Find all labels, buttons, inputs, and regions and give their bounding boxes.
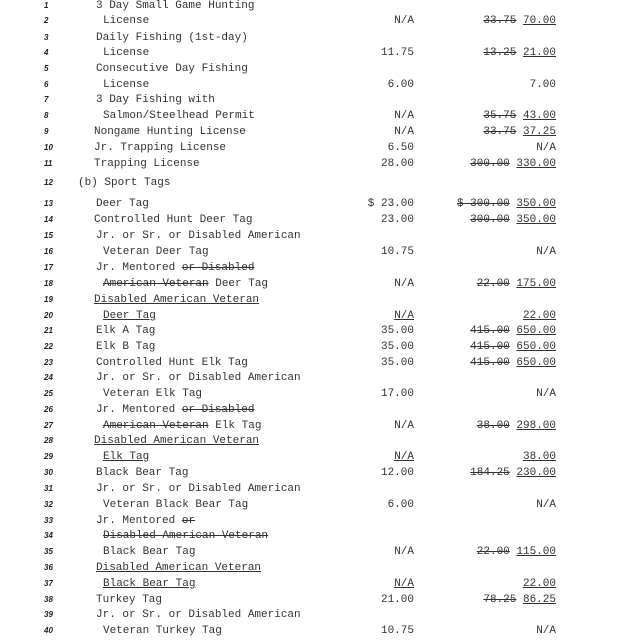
deleted-fee: 415.00 xyxy=(470,341,510,353)
proposed-fee xyxy=(470,465,556,481)
line-number: 9 xyxy=(44,127,49,136)
document-line xyxy=(0,13,640,29)
line-number: 31 xyxy=(44,484,53,493)
document-line xyxy=(0,156,640,172)
document-line xyxy=(0,92,640,108)
line-description xyxy=(103,623,222,639)
proposed-fee xyxy=(483,45,556,61)
description-text: Veteran Elk Tag xyxy=(103,388,203,400)
proposed-fee xyxy=(483,108,556,124)
description-text: Daily Fishing (1st-day) xyxy=(96,32,248,44)
current-fee: N/A xyxy=(394,420,414,432)
proposed-fee xyxy=(470,212,556,228)
inserted-fee: 650.00 xyxy=(516,325,556,337)
fee-value: 7.00 xyxy=(529,79,556,91)
deleted-fee: 33.75 xyxy=(483,15,517,27)
line-description xyxy=(96,323,155,339)
document-line xyxy=(0,0,640,14)
line-number: 25 xyxy=(44,389,53,398)
inserted-fee: 350.00 xyxy=(516,214,556,226)
document-line xyxy=(0,433,640,449)
deleted-fee: 13.25 xyxy=(483,47,517,59)
fee-value: 22.00 xyxy=(522,578,556,590)
description-text: License xyxy=(103,15,150,27)
deleted-fee: 38.00 xyxy=(476,420,510,432)
line-description xyxy=(94,292,259,308)
line-description xyxy=(94,124,246,140)
line-description xyxy=(96,607,301,623)
fee-value: N/A xyxy=(536,142,556,154)
deleted-fee: 22.00 xyxy=(476,278,510,290)
description-text: Controlled Hunt Elk Tag xyxy=(96,357,248,369)
line-description xyxy=(96,228,301,244)
document-line xyxy=(0,497,640,513)
line-description xyxy=(94,212,252,228)
current-fee: 28.00 xyxy=(380,158,414,170)
line-description xyxy=(103,418,261,434)
line-description xyxy=(96,30,248,46)
line-number: 37 xyxy=(44,579,53,588)
current-fee: N/A xyxy=(394,110,414,122)
proposed-fee xyxy=(536,623,556,639)
current-fee: 23.00 xyxy=(380,214,414,226)
fee-value: N/A xyxy=(536,388,556,400)
current-fee: 6.00 xyxy=(387,499,414,511)
inserted-fee: 70.00 xyxy=(522,15,556,27)
line-description xyxy=(96,465,188,481)
line-description xyxy=(103,13,149,29)
document-line xyxy=(0,560,640,576)
description-text: Consecutive Day Fishing xyxy=(96,63,248,75)
current-fee: N/A xyxy=(394,578,414,590)
line-number: 24 xyxy=(44,373,53,382)
current-fee: 35.00 xyxy=(380,357,414,369)
current-fee: 10.75 xyxy=(380,625,414,637)
description-text: Jr. Mentored xyxy=(96,262,182,274)
line-description xyxy=(94,433,259,449)
line-description xyxy=(78,175,170,191)
document-line xyxy=(0,61,640,77)
proposed-fee xyxy=(483,13,556,29)
current-fee: 12.00 xyxy=(380,467,414,479)
description-text: Veteran Deer Tag xyxy=(103,246,209,258)
current-fee: 35.00 xyxy=(380,341,414,353)
document-line xyxy=(0,449,640,465)
inserted-fee: 175.00 xyxy=(516,278,556,290)
deleted-text: American Veteran xyxy=(103,420,209,432)
line-number: 38 xyxy=(44,595,53,604)
document-line xyxy=(0,45,640,61)
deleted-text: or xyxy=(181,515,196,527)
line-description xyxy=(94,156,200,172)
document-line xyxy=(0,370,640,386)
document-line xyxy=(0,260,640,276)
line-number: 11 xyxy=(44,159,53,168)
description-text: License xyxy=(103,79,150,91)
line-number: 3 xyxy=(44,33,49,42)
inserted-fee: 330.00 xyxy=(516,158,556,170)
description-text: Elk Tag xyxy=(208,420,262,432)
document-line xyxy=(0,528,640,544)
current-fee: 10.75 xyxy=(380,246,414,258)
document-line xyxy=(0,323,640,339)
document-line xyxy=(0,355,640,371)
document-line xyxy=(0,30,640,46)
line-number: 12 xyxy=(44,178,53,187)
document-line xyxy=(0,77,640,93)
description-text: Elk A Tag xyxy=(96,325,156,337)
deleted-text: Disabled American Veteran xyxy=(103,530,269,542)
line-description xyxy=(103,576,195,592)
description-text: Jr. Trapping License xyxy=(94,142,227,154)
line-number: 27 xyxy=(44,421,53,430)
current-fee: 6.50 xyxy=(387,142,414,154)
inserted-fee: 43.00 xyxy=(522,110,556,122)
deleted-fee: 300.00 xyxy=(470,214,510,226)
line-number: 18 xyxy=(44,279,53,288)
document-line xyxy=(0,175,640,191)
inserted-fee: 350.00 xyxy=(516,198,556,210)
deleted-text: or Disabled xyxy=(181,404,255,416)
line-description xyxy=(94,140,226,156)
deleted-fee: 415.00 xyxy=(470,357,510,369)
proposed-fee xyxy=(523,308,556,324)
current-fee: N/A xyxy=(394,451,414,463)
inserted-text: Elk Tag xyxy=(103,451,150,463)
current-fee: 35.00 xyxy=(380,325,414,337)
current-fee: 17.00 xyxy=(380,388,414,400)
description-text: Veteran Black Bear Tag xyxy=(103,499,249,511)
document-line xyxy=(0,576,640,592)
description-text: (b) Sport Tags xyxy=(78,177,171,189)
description-text: 3 Day Small Game Hunting xyxy=(96,0,255,12)
line-number: 40 xyxy=(44,626,53,635)
line-description xyxy=(96,513,195,529)
line-number: 4 xyxy=(44,48,49,57)
document-line xyxy=(0,418,640,434)
line-description xyxy=(96,92,215,108)
document-line xyxy=(0,623,640,639)
line-description xyxy=(96,592,162,608)
description-text: Deer Tag xyxy=(208,278,269,290)
line-number: 20 xyxy=(44,311,53,320)
description-text: Elk B Tag xyxy=(96,341,156,353)
deleted-fee: 22.00 xyxy=(476,546,510,558)
proposed-fee xyxy=(470,339,556,355)
document-line xyxy=(0,108,640,124)
description-text: Jr. or Sr. or Disabled American xyxy=(96,609,301,621)
inserted-text: Black Bear Tag xyxy=(103,578,196,590)
proposed-fee xyxy=(470,156,556,172)
description-text: Jr. or Sr. or Disabled American xyxy=(96,372,301,384)
document-line xyxy=(0,228,640,244)
deleted-fee: 33.75 xyxy=(483,126,517,138)
fee-value: 38.00 xyxy=(522,451,556,463)
line-number: 23 xyxy=(44,358,53,367)
document-line xyxy=(0,592,640,608)
line-number: 5 xyxy=(44,64,49,73)
proposed-fee xyxy=(536,497,556,513)
current-fee: N/A xyxy=(394,15,414,27)
document-line xyxy=(0,276,640,292)
line-description xyxy=(96,196,149,212)
document-line xyxy=(0,339,640,355)
current-fee: N/A xyxy=(394,546,414,558)
proposed-fee xyxy=(477,544,556,560)
description-text: Turkey Tag xyxy=(96,594,163,606)
line-number: 22 xyxy=(44,342,53,351)
document-line xyxy=(0,481,640,497)
inserted-fee: 21.00 xyxy=(522,47,556,59)
line-description xyxy=(103,276,268,292)
line-description xyxy=(96,61,248,77)
inserted-text: Disabled American Veteran xyxy=(96,562,262,574)
line-number: 33 xyxy=(44,516,53,525)
current-fee: N/A xyxy=(394,126,414,138)
fee-value: N/A xyxy=(536,246,556,258)
line-number: 19 xyxy=(44,295,53,304)
line-description xyxy=(103,108,255,124)
line-number: 16 xyxy=(44,247,53,256)
proposed-fee xyxy=(470,355,556,371)
proposed-fee xyxy=(536,140,556,156)
line-description xyxy=(103,45,149,61)
proposed-fee xyxy=(523,576,556,592)
document-line xyxy=(0,607,640,623)
description-text: Trapping License xyxy=(94,158,200,170)
line-description xyxy=(103,244,209,260)
proposed-fee xyxy=(530,77,556,93)
line-description xyxy=(103,77,149,93)
line-number: 30 xyxy=(44,468,53,477)
inserted-text: Deer Tag xyxy=(103,310,156,322)
deleted-text: or Disabled xyxy=(181,262,255,274)
document-line xyxy=(0,386,640,402)
inserted-text: Disabled American Veteran xyxy=(94,294,260,306)
line-number: 39 xyxy=(44,610,53,619)
proposed-fee xyxy=(477,276,556,292)
current-fee: N/A xyxy=(394,278,414,290)
inserted-fee: 86.25 xyxy=(522,594,556,606)
document-line xyxy=(0,292,640,308)
deleted-text: American Veteran xyxy=(103,278,209,290)
deleted-fee: 184.25 xyxy=(470,467,510,479)
document-line xyxy=(0,212,640,228)
description-text: Jr. Mentored xyxy=(96,515,182,527)
deleted-fee: 35.75 xyxy=(483,110,517,122)
inserted-fee: 298.00 xyxy=(516,420,556,432)
deleted-fee: 78.25 xyxy=(483,594,517,606)
line-number: 36 xyxy=(44,563,53,572)
line-description xyxy=(96,355,248,371)
inserted-text: Disabled American Veteran xyxy=(94,435,260,447)
proposed-fee xyxy=(483,592,556,608)
inserted-fee: 650.00 xyxy=(516,341,556,353)
description-text: Controlled Hunt Deer Tag xyxy=(94,214,253,226)
proposed-fee xyxy=(477,418,556,434)
document-line xyxy=(0,196,640,212)
description-text: Nongame Hunting License xyxy=(94,126,246,138)
document-line xyxy=(0,465,640,481)
inserted-fee: 650.00 xyxy=(516,357,556,369)
document-line xyxy=(0,244,640,260)
current-fee: 11.75 xyxy=(380,47,414,59)
fee-value: N/A xyxy=(536,499,556,511)
description-text: 3 Day Fishing with xyxy=(96,94,215,106)
description-text: Black Bear Tag xyxy=(96,467,189,479)
description-text: Deer Tag xyxy=(96,198,149,210)
current-fee: 6.00 xyxy=(387,79,414,91)
description-text: License xyxy=(103,47,150,59)
line-number: 15 xyxy=(44,231,53,240)
line-number: 1 xyxy=(44,1,49,10)
description-text: Salmon/Steelhead Permit xyxy=(103,110,255,122)
description-text: Black Bear Tag xyxy=(103,546,196,558)
line-description xyxy=(96,339,155,355)
deleted-fee: 415.00 xyxy=(470,325,510,337)
current-fee: N/A xyxy=(394,310,414,322)
line-number: 10 xyxy=(44,143,53,152)
line-number: 28 xyxy=(44,436,53,445)
description-text: Jr. or Sr. or Disabled American xyxy=(96,483,301,495)
line-description xyxy=(103,308,156,324)
line-description xyxy=(96,0,254,14)
document-line xyxy=(0,402,640,418)
inserted-fee: 115.00 xyxy=(516,546,556,558)
line-number: 13 xyxy=(44,199,53,208)
document-line xyxy=(0,513,640,529)
proposed-fee xyxy=(483,124,556,140)
line-description xyxy=(103,497,248,513)
line-number: 32 xyxy=(44,500,53,509)
line-number: 35 xyxy=(44,547,53,556)
proposed-fee xyxy=(536,244,556,260)
line-number: 26 xyxy=(44,405,53,414)
proposed-fee xyxy=(536,386,556,402)
document-line xyxy=(0,124,640,140)
line-number: 17 xyxy=(44,263,53,272)
fee-value: N/A xyxy=(536,625,556,637)
description-text: Jr. Mentored xyxy=(96,404,182,416)
proposed-fee xyxy=(457,196,556,212)
proposed-fee xyxy=(523,449,556,465)
line-description xyxy=(103,528,268,544)
current-fee: 21.00 xyxy=(380,594,414,606)
proposed-fee xyxy=(470,323,556,339)
current-fee: $ 23.00 xyxy=(367,198,414,210)
line-number: 8 xyxy=(44,111,49,120)
line-description xyxy=(96,481,301,497)
line-description xyxy=(96,402,254,418)
description-text: Veteran Turkey Tag xyxy=(103,625,222,637)
line-description xyxy=(103,386,202,402)
line-number: 6 xyxy=(44,80,49,89)
document-line xyxy=(0,140,640,156)
line-number: 7 xyxy=(44,95,49,104)
line-number: 21 xyxy=(44,326,53,335)
inserted-fee: 37.25 xyxy=(522,126,556,138)
line-number: 34 xyxy=(44,531,53,540)
document-line xyxy=(0,308,640,324)
inserted-fee: 230.00 xyxy=(516,467,556,479)
fee-value: 22.00 xyxy=(522,310,556,322)
description-text: Jr. or Sr. or Disabled American xyxy=(96,230,301,242)
deleted-fee: $ 300.00 xyxy=(456,198,510,210)
document-line xyxy=(0,544,640,560)
line-number: 29 xyxy=(44,452,53,461)
line-description xyxy=(103,544,195,560)
line-number: 2 xyxy=(44,16,49,25)
line-description xyxy=(96,260,254,276)
line-description xyxy=(96,370,301,386)
line-description xyxy=(103,449,149,465)
line-description xyxy=(96,560,261,576)
deleted-fee: 300.00 xyxy=(470,158,510,170)
line-number: 14 xyxy=(44,215,53,224)
